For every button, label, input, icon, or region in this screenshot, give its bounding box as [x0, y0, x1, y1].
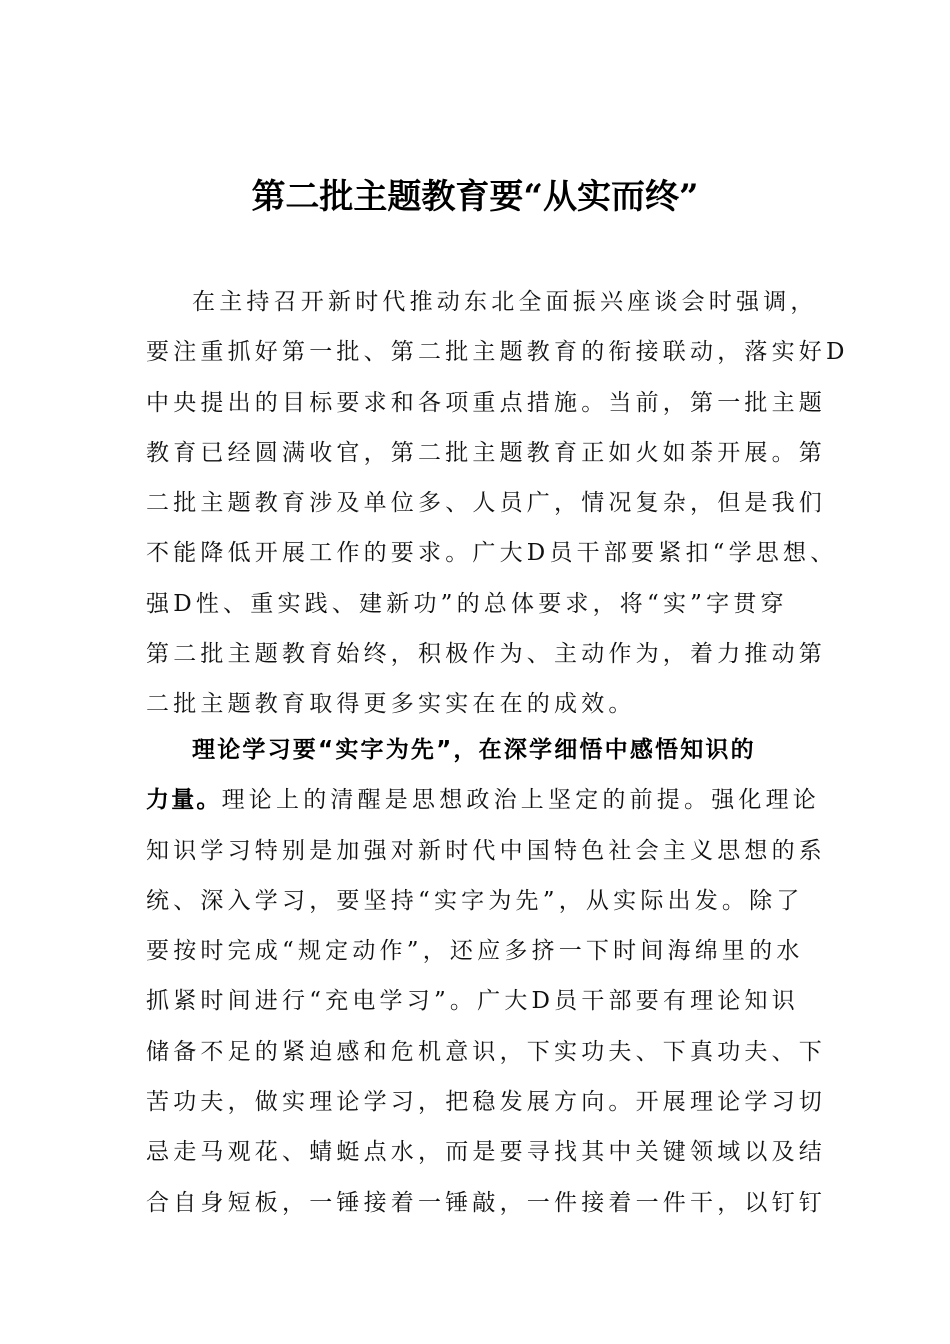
text-line: 二批主题教育取得更多实实在在的成效。 [146, 691, 636, 718]
text-line [146, 277, 818, 327]
text-line: 不能降低开展工作的要求。广大D员干部要紧扣“学思想、 [146, 540, 838, 567]
section-lead-heading: 理论学习要“实字为先”，在深学细悟中感悟知识的 [192, 737, 756, 763]
text-line: 第二批主题教育始终，积极作为、主动作为，着力推动第 [146, 641, 826, 668]
text-line: 合自身短板，一锤接着一锤敲，一件接着一件干，以钉钉 [146, 1189, 826, 1216]
text-line [146, 725, 806, 775]
paragraph-theory-study [146, 725, 826, 1228]
document-title: 第二批主题教育要“从实而终” [251, 177, 699, 217]
text-line: 二批主题教育涉及单位多、人员广，情况复杂，但是我们 [146, 490, 826, 517]
text-line: 苦功夫，做实理论学习，把稳发展方向。开展理论学习切 [146, 1089, 826, 1116]
text-line-content: 在主持召开新时代推动东北全面振兴座谈会时强调， [192, 289, 818, 315]
text-line: 强D性、重实践、建新功”的总体要求，将“实”字贯穿 [146, 590, 788, 617]
section-lead-heading-end: 力量。 [146, 787, 222, 814]
text-line: 教育已经圆满收官，第二批主题教育正如火如荼开展。第 [146, 439, 826, 466]
text-line: 统、深入学习，要坚持“实字为先”，从实际出发。除了 [146, 887, 804, 914]
text-line: 要注重抓好第一批、第二批主题教育的衔接联动，落实好D [146, 339, 849, 366]
paragraph-intro [146, 277, 849, 730]
text-line [146, 775, 821, 825]
text-line: 要按时完成“规定动作”，还应多挤一下时间海绵里的水 [146, 938, 804, 965]
text-line: 中央提出的目标要求和各项重点措施。当前，第一批主题 [146, 389, 826, 416]
text-line: 知识学习特别是加强对新时代中国特色社会主义思想的系 [146, 837, 826, 864]
text-line-content: 理论上的清醒是思想政治上坚定的前提。强化理论 [221, 787, 821, 814]
text-line: 抓紧时间进行“充电学习”。广大D员干部要有理论知识 [146, 988, 799, 1015]
text-line: 忌走马观花、蜻蜓点水，而是要寻找其中关键领域以及结 [146, 1139, 826, 1166]
text-line: 储备不足的紧迫感和危机意识，下实功夫、下真功夫、下 [146, 1038, 826, 1065]
